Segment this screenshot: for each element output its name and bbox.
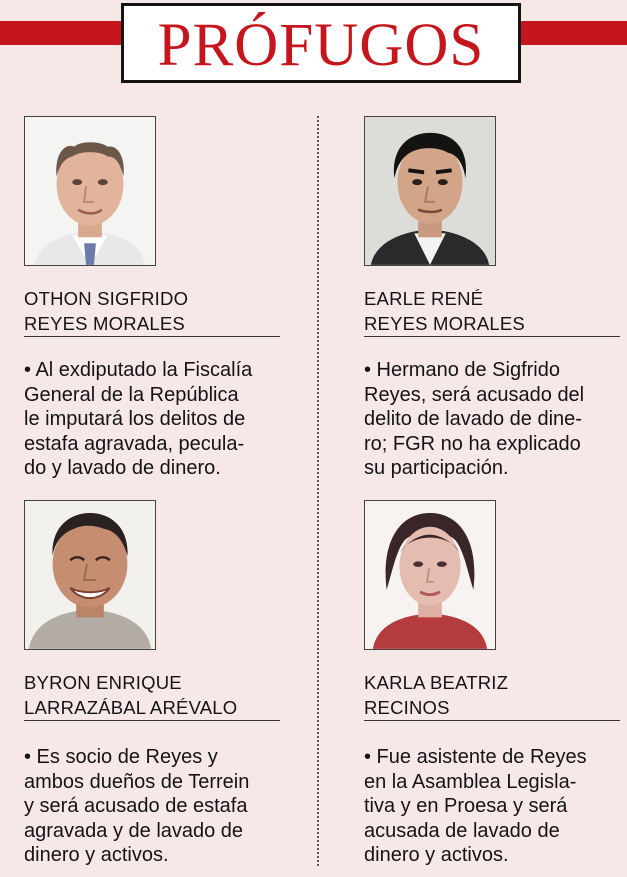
profile-photo-karla <box>364 500 496 650</box>
profile-name-karla: KARLA BEATRIZ RECINOS <box>364 672 509 718</box>
profile-name-othon: OTHON SIGFRIDO REYES MORALES <box>24 288 189 334</box>
profile-desc-byron: • Es socio de Reyes y ambos dueños de Terrein y será acusado de estafa agravada y de lavado de dinero y activos. <box>24 746 250 866</box>
profile-photo-othon <box>24 116 156 266</box>
profile-desc-karla: • Fue asistente de Reyes en la Asamblea Legisla- tiva y en Proesa y será acusada de lavado de dinero y activos. <box>364 746 587 866</box>
name-underline <box>24 720 280 721</box>
profile-photo-earle <box>364 116 496 266</box>
name-underline <box>364 720 620 721</box>
portrait-man-smiling <box>25 501 155 649</box>
profile-desc-earle: • Hermano de Sigfrido Reyes, será acusado del delito de lavado de dine- ro; FGR no ha explicado su participación. <box>364 359 585 479</box>
profile-name-earle: EARLE RENÉ REYES MORALES <box>364 288 525 334</box>
column-divider <box>317 116 319 866</box>
profile-name-byron: BYRON ENRIQUE LARRAZÁBAL ARÉVALO <box>24 672 238 718</box>
profile-photo-byron <box>24 500 156 650</box>
title-box <box>121 3 521 83</box>
name-underline <box>24 336 280 337</box>
portrait-woman <box>365 501 495 649</box>
profile-desc-othon: • Al exdiputado la Fiscalía General de la República le imputará los delitos de estafa agravada, pecula- do y lavado de dinero. <box>24 359 253 479</box>
portrait-man-balding <box>25 117 155 265</box>
name-underline <box>364 336 620 337</box>
header-bar-right <box>520 21 627 45</box>
portrait-man-dark-hair <box>365 117 495 265</box>
page-title: PRÓFUGOS <box>157 11 485 79</box>
header-bar-left <box>0 21 122 45</box>
